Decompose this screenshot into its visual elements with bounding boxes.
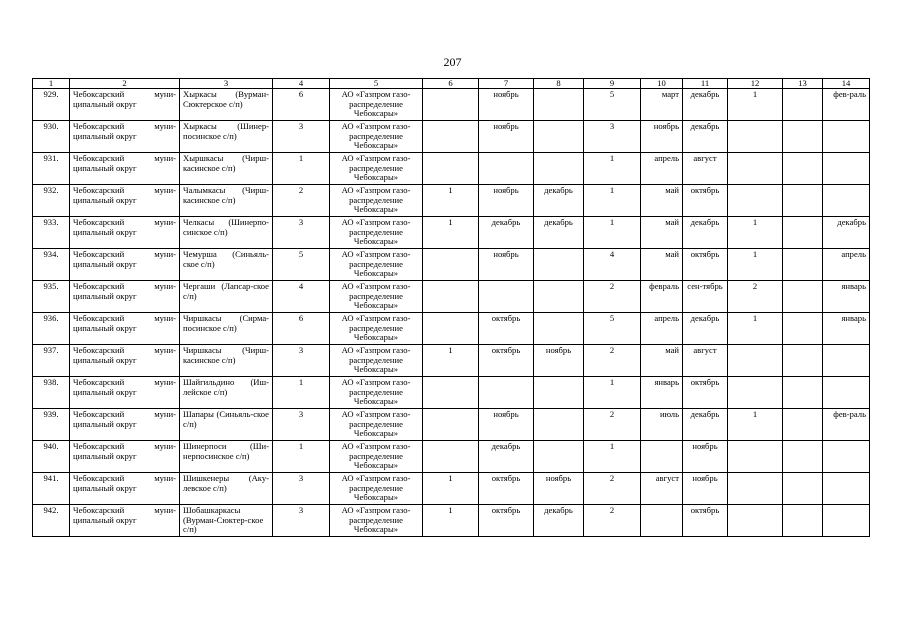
col11-cell: август	[683, 153, 728, 185]
col4-cell: 6	[273, 313, 330, 345]
col4-cell: 3	[273, 345, 330, 377]
row-number: 937.	[33, 345, 70, 377]
col13-cell	[783, 121, 823, 153]
col13-cell	[783, 281, 823, 313]
col8-cell	[534, 409, 584, 441]
col12-cell	[728, 441, 783, 473]
col7-cell: декабрь	[479, 441, 534, 473]
operator-cell: АО «Газпром газо-распределение Чебоксары»	[330, 153, 423, 185]
col8-cell: ноябрь	[534, 473, 584, 505]
col9-cell: 2	[584, 409, 641, 441]
col14-cell	[823, 377, 870, 409]
col12-cell	[728, 153, 783, 185]
row-number: 930.	[33, 121, 70, 153]
col10-cell: март	[641, 89, 683, 121]
settlement-cell: Хыршкасы (Чирш-касинское с/п)	[180, 153, 273, 185]
col12-cell: 2	[728, 281, 783, 313]
col9-cell: 1	[584, 185, 641, 217]
col7-cell	[479, 377, 534, 409]
district-cell: Чебоксарский муни-ципальный округ	[70, 345, 180, 377]
row-number: 933.	[33, 217, 70, 249]
col11-cell: декабрь	[683, 121, 728, 153]
col6-cell	[423, 281, 479, 313]
col10-cell: май	[641, 345, 683, 377]
col4-cell: 3	[273, 217, 330, 249]
col12-cell: 1	[728, 249, 783, 281]
col14-cell: январь	[823, 313, 870, 345]
col13-cell	[783, 345, 823, 377]
col9-cell: 5	[584, 313, 641, 345]
col12-cell: 1	[728, 313, 783, 345]
col8-cell	[534, 441, 584, 473]
col13-cell	[783, 217, 823, 249]
col12-cell: 1	[728, 409, 783, 441]
col10-cell: май	[641, 249, 683, 281]
row-number: 934.	[33, 249, 70, 281]
district-cell: Чебоксарский муни-ципальный округ	[70, 185, 180, 217]
col11-cell: декабрь	[683, 89, 728, 121]
district-cell: Чебоксарский муни-ципальный округ	[70, 249, 180, 281]
operator-cell: АО «Газпром газо-распределение Чебоксары»	[330, 89, 423, 121]
col12-cell	[728, 505, 783, 537]
operator-cell: АО «Газпром газо-распределение Чебоксары»	[330, 217, 423, 249]
col8-cell	[534, 313, 584, 345]
operator-cell: АО «Газпром газо-распределение Чебоксары»	[330, 441, 423, 473]
table-row	[33, 377, 870, 409]
col13-cell	[783, 153, 823, 185]
col9-cell: 1	[584, 153, 641, 185]
column-number: 10	[641, 79, 683, 89]
col4-cell: 1	[273, 153, 330, 185]
col10-cell: июль	[641, 409, 683, 441]
col8-cell	[534, 121, 584, 153]
col4-cell: 3	[273, 409, 330, 441]
column-number: 5	[330, 79, 423, 89]
col10-cell	[641, 441, 683, 473]
col7-cell: октябрь	[479, 313, 534, 345]
row-number: 931.	[33, 153, 70, 185]
col14-cell: январь	[823, 281, 870, 313]
col11-cell: октябрь	[683, 249, 728, 281]
table-row	[33, 409, 870, 441]
col7-cell: октябрь	[479, 473, 534, 505]
settlement-cell: Хыркасы (Шинер-посинское с/п)	[180, 121, 273, 153]
district-cell: Чебоксарский муни-ципальный округ	[70, 217, 180, 249]
column-number: 4	[273, 79, 330, 89]
col12-cell	[728, 377, 783, 409]
district-cell: Чебоксарский муни-ципальный округ	[70, 473, 180, 505]
col12-cell	[728, 121, 783, 153]
col6-cell	[423, 153, 479, 185]
col14-cell: декабрь	[823, 217, 870, 249]
col14-cell: фев-раль	[823, 89, 870, 121]
col11-cell: октябрь	[683, 505, 728, 537]
col14-cell	[823, 473, 870, 505]
settlement-cell: Шинерпоси (Ши-нерпосинское с/п)	[180, 441, 273, 473]
column-number: 2	[70, 79, 180, 89]
col9-cell: 2	[584, 505, 641, 537]
col14-cell	[823, 441, 870, 473]
col7-cell: ноябрь	[479, 185, 534, 217]
col13-cell	[783, 473, 823, 505]
col13-cell	[783, 185, 823, 217]
col11-cell: декабрь	[683, 313, 728, 345]
settlement-cell: Чемурша (Синьяль-ское с/п)	[180, 249, 273, 281]
col14-cell	[823, 121, 870, 153]
col6-cell	[423, 441, 479, 473]
col4-cell: 2	[273, 185, 330, 217]
col10-cell: январь	[641, 377, 683, 409]
col4-cell: 6	[273, 89, 330, 121]
table-row	[33, 473, 870, 505]
col6-cell	[423, 377, 479, 409]
col11-cell: ноябрь	[683, 441, 728, 473]
col10-cell	[641, 505, 683, 537]
col6-cell: 1	[423, 473, 479, 505]
col12-cell	[728, 473, 783, 505]
col11-cell: декабрь	[683, 409, 728, 441]
table-row	[33, 121, 870, 153]
operator-cell: АО «Газпром газо-распределение Чебоксары»	[330, 377, 423, 409]
col9-cell: 3	[584, 121, 641, 153]
district-cell: Чебоксарский муни-ципальный округ	[70, 313, 180, 345]
settlement-cell: Шишкенеры (Аку-левское с/п)	[180, 473, 273, 505]
operator-cell: АО «Газпром газо-распределение Чебоксары»	[330, 281, 423, 313]
col13-cell	[783, 89, 823, 121]
col8-cell: декабрь	[534, 217, 584, 249]
col11-cell: август	[683, 345, 728, 377]
table-row	[33, 313, 870, 345]
col11-cell: декабрь	[683, 217, 728, 249]
table-row	[33, 185, 870, 217]
col14-cell	[823, 185, 870, 217]
table-row	[33, 441, 870, 473]
col9-cell: 5	[584, 89, 641, 121]
settlement-cell: Чиршкасы (Сирма-посинское с/п)	[180, 313, 273, 345]
col6-cell: 1	[423, 185, 479, 217]
col9-cell: 2	[584, 473, 641, 505]
col9-cell: 4	[584, 249, 641, 281]
col9-cell: 1	[584, 441, 641, 473]
col4-cell: 3	[273, 473, 330, 505]
settlement-cell: Челкасы (Шинерпо-синское с/п)	[180, 217, 273, 249]
col10-cell: август	[641, 473, 683, 505]
row-number: 942.	[33, 505, 70, 537]
row-number: 935.	[33, 281, 70, 313]
col6-cell	[423, 249, 479, 281]
operator-cell: АО «Газпром газо-распределение Чебоксары»	[330, 505, 423, 537]
col6-cell: 1	[423, 505, 479, 537]
col9-cell: 2	[584, 281, 641, 313]
row-number: 939.	[33, 409, 70, 441]
col8-cell: ноябрь	[534, 345, 584, 377]
col6-cell	[423, 121, 479, 153]
col8-cell	[534, 249, 584, 281]
col11-cell: октябрь	[683, 185, 728, 217]
col12-cell	[728, 345, 783, 377]
operator-cell: АО «Газпром газо-распределение Чебоксары»	[330, 313, 423, 345]
col7-cell: ноябрь	[479, 89, 534, 121]
col8-cell	[534, 281, 584, 313]
col13-cell	[783, 377, 823, 409]
column-number: 13	[783, 79, 823, 89]
operator-cell: АО «Газпром газо-распределение Чебоксары»	[330, 185, 423, 217]
col13-cell	[783, 505, 823, 537]
table-row	[33, 217, 870, 249]
col7-cell: ноябрь	[479, 249, 534, 281]
district-cell: Чебоксарский муни-ципальный округ	[70, 409, 180, 441]
col6-cell	[423, 89, 479, 121]
district-cell: Чебоксарский муни-ципальный округ	[70, 121, 180, 153]
col13-cell	[783, 249, 823, 281]
district-cell: Чебоксарский муни-ципальный округ	[70, 505, 180, 537]
district-cell: Чебоксарский муни-ципальный округ	[70, 281, 180, 313]
col12-cell: 1	[728, 89, 783, 121]
row-number: 940.	[33, 441, 70, 473]
col12-cell: 1	[728, 217, 783, 249]
col7-cell	[479, 281, 534, 313]
table-row	[33, 281, 870, 313]
col10-cell: апрель	[641, 313, 683, 345]
settlement-cell: Шобашкаркасы (Вурман-Сюктер-ское с/п)	[180, 505, 273, 537]
col8-cell	[534, 153, 584, 185]
column-number: 1	[33, 79, 70, 89]
col10-cell: апрель	[641, 153, 683, 185]
table-row	[33, 249, 870, 281]
col10-cell: февраль	[641, 281, 683, 313]
col7-cell: декабрь	[479, 217, 534, 249]
operator-cell: АО «Газпром газо-распределение Чебоксары»	[330, 121, 423, 153]
col10-cell: ноябрь	[641, 121, 683, 153]
column-number: 14	[823, 79, 870, 89]
row-number: 932.	[33, 185, 70, 217]
col4-cell: 1	[273, 377, 330, 409]
col9-cell: 2	[584, 345, 641, 377]
settlement-cell: Чергаши (Лапсар-ское с/п)	[180, 281, 273, 313]
settlement-cell: Шапары (Синьяль-ское с/п)	[180, 409, 273, 441]
col13-cell	[783, 441, 823, 473]
district-cell: Чебоксарский муни-ципальный округ	[70, 89, 180, 121]
settlement-cell: Чалымкасы (Чирш-касинское с/п)	[180, 185, 273, 217]
col10-cell: май	[641, 217, 683, 249]
column-number: 8	[534, 79, 584, 89]
col8-cell: декабрь	[534, 505, 584, 537]
col7-cell: октябрь	[479, 345, 534, 377]
col7-cell	[479, 153, 534, 185]
table-row	[33, 505, 870, 537]
col4-cell: 3	[273, 121, 330, 153]
col11-cell: сен-тябрь	[683, 281, 728, 313]
col4-cell: 5	[273, 249, 330, 281]
col6-cell	[423, 313, 479, 345]
col6-cell	[423, 409, 479, 441]
col12-cell	[728, 185, 783, 217]
row-number: 938.	[33, 377, 70, 409]
settlement-cell: Чиршкасы (Чирш-касинское с/п)	[180, 345, 273, 377]
col13-cell	[783, 409, 823, 441]
col4-cell: 1	[273, 441, 330, 473]
col6-cell: 1	[423, 345, 479, 377]
col4-cell: 3	[273, 505, 330, 537]
col8-cell	[534, 377, 584, 409]
operator-cell: АО «Газпром газо-распределение Чебоксары»	[330, 249, 423, 281]
col4-cell: 4	[273, 281, 330, 313]
column-number: 3	[180, 79, 273, 89]
page-number: 207	[443, 55, 462, 69]
operator-cell: АО «Газпром газо-распределение Чебоксары»	[330, 409, 423, 441]
column-number: 11	[683, 79, 728, 89]
column-number: 12	[728, 79, 783, 89]
col8-cell: декабрь	[534, 185, 584, 217]
col8-cell	[534, 89, 584, 121]
column-number: 7	[479, 79, 534, 89]
col14-cell: апрель	[823, 249, 870, 281]
col11-cell: ноябрь	[683, 473, 728, 505]
district-cell: Чебоксарский муни-ципальный округ	[70, 153, 180, 185]
table-row	[33, 89, 870, 121]
settlement-cell: Шайгильдино (Иш-лейское с/п)	[180, 377, 273, 409]
col13-cell	[783, 313, 823, 345]
settlement-cell: Хыркасы (Вурман-Сюктерское с/п)	[180, 89, 273, 121]
col14-cell	[823, 153, 870, 185]
table-row	[33, 345, 870, 377]
column-number-row	[33, 79, 870, 89]
column-number: 9	[584, 79, 641, 89]
col7-cell: ноябрь	[479, 121, 534, 153]
gasification-schedule-table	[32, 78, 870, 537]
row-number: 929.	[33, 89, 70, 121]
col6-cell: 1	[423, 217, 479, 249]
col7-cell: октябрь	[479, 505, 534, 537]
col7-cell: ноябрь	[479, 409, 534, 441]
district-cell: Чебоксарский муни-ципальный округ	[70, 377, 180, 409]
col11-cell: октябрь	[683, 377, 728, 409]
table-row	[33, 153, 870, 185]
row-number: 936.	[33, 313, 70, 345]
row-number: 941.	[33, 473, 70, 505]
col14-cell	[823, 345, 870, 377]
col14-cell: фев-раль	[823, 409, 870, 441]
operator-cell: АО «Газпром газо-распределение Чебоксары»	[330, 473, 423, 505]
col14-cell	[823, 505, 870, 537]
district-cell: Чебоксарский муни-ципальный округ	[70, 441, 180, 473]
operator-cell: АО «Газпром газо-распределение Чебоксары»	[330, 345, 423, 377]
col10-cell: май	[641, 185, 683, 217]
column-number: 6	[423, 79, 479, 89]
col9-cell: 1	[584, 377, 641, 409]
col9-cell: 1	[584, 217, 641, 249]
